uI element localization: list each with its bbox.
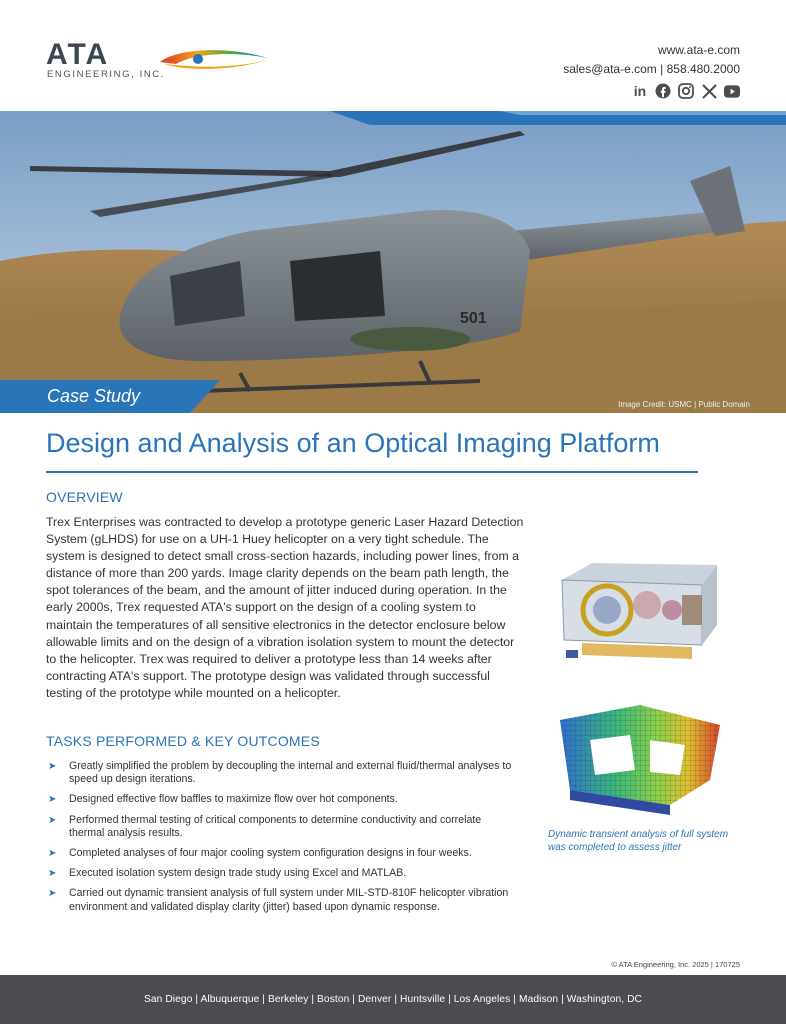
logo-text: ATA: [46, 38, 110, 71]
page-title: Design and Analysis of an Optical Imaging Platform: [46, 428, 660, 458]
list-item: ➤ Completed analyses of four major cooling system configuration designs in four weeks.: [48, 847, 472, 860]
bullet-arrow-icon: ➤: [48, 761, 57, 772]
bullet-arrow-icon: ➤: [48, 848, 57, 860]
bullet-arrow-icon: ➤: [48, 814, 57, 826]
social-links: [632, 83, 740, 99]
list-item: ➤ Carried out dynamic transient analysis of full system under MIL-STD-810F helicopter vibration environment and validated display clarity (jitter) based upon dynamic response.: [48, 887, 509, 913]
list-item: ➤ Performed thermal testing of critical components to determine conductivity and correlate thermal analysis results.: [48, 813, 482, 839]
helicopter-photo: [0, 111, 786, 413]
office-locations: San Diego | Albuquerque | Berkeley | Boston | Denver | Huntsville | Los Angeles | Madison | Washington, DC: [143, 994, 642, 1005]
ata-logo[interactable]: [46, 40, 226, 82]
tasks-list: [46, 760, 516, 921]
contact-block: [563, 41, 740, 79]
fea-mesh-model: [550, 700, 730, 818]
detector-enclosure-model: [552, 555, 722, 670]
list-item: ➤ Greatly simplified the problem by decoupling the internal and external fluid/thermal analyses to speed up design iterations.: [48, 760, 512, 786]
list-item: ➤ Designed effective flow baffles to maximize flow over hot components.: [48, 793, 398, 806]
figure-caption: Dynamic transient analysis of full system was completed to assess jitter: [548, 829, 729, 853]
phone-number[interactable]: 858.480.2000: [666, 62, 740, 76]
title-divider: [46, 471, 698, 473]
tail-number: 501: [460, 310, 487, 327]
instagram-icon[interactable]: [678, 83, 694, 99]
email-link[interactable]: sales@ata-e.com: [563, 62, 657, 76]
list-item: ➤ Executed isolation system design trade study using Excel and MATLAB.: [48, 867, 407, 880]
case-study-label: Case Study: [47, 386, 141, 406]
footer-bar: [0, 975, 786, 1024]
eye-swoosh-icon: [158, 46, 270, 72]
bullet-arrow-icon: ➤: [48, 888, 57, 900]
bullet-arrow-icon: ➤: [48, 868, 57, 880]
logo-subtitle: ENGINEERING, INC.: [47, 69, 165, 80]
overview-heading: OVERVIEW: [46, 489, 123, 505]
copyright-text: © ATA Engineering, Inc. 2025 | 170725: [611, 960, 740, 969]
contact-separator: |: [660, 62, 664, 76]
tasks-heading: TASKS PERFORMED & KEY OUTCOMES: [46, 733, 320, 749]
website-link[interactable]: www.ata-e.com: [657, 43, 740, 57]
hero-image: [0, 111, 786, 413]
bullet-arrow-icon: ➤: [48, 794, 57, 806]
image-credit: Image Credit: USMC | Public Domain: [618, 400, 750, 409]
linkedin-icon[interactable]: in: [633, 83, 647, 99]
x-icon[interactable]: [701, 83, 717, 99]
youtube-icon[interactable]: [724, 83, 740, 99]
overview-body: Trex Enterprises was contracted to develop a prototype generic Laser Hazard Detection System (gLHDS) for use on a UH-1 Huey helicopter on a very tight schedule. The system is designed to detect small cross-section hazards, including power lines, from a distance of more than 200 yards. Image clarity depends on the beam path length, the spot tolerances of the beam, and the amount of jitter induced during operation. In the early 2000s, Trex requested ATA's support on the design of a cooling system to maintain the temperatures of all sensitive electronics in the detector enclosure below allowable limits and on the design of a vibration isolation system to mount the detector to the helicopter. Trex was required to deliver a prototype less than 14 weeks after contracting ATA's support. The prototype design was validated through successful testing of the prototype while mounted on a helicopter.: [46, 515, 524, 700]
facebook-icon[interactable]: [655, 83, 671, 99]
